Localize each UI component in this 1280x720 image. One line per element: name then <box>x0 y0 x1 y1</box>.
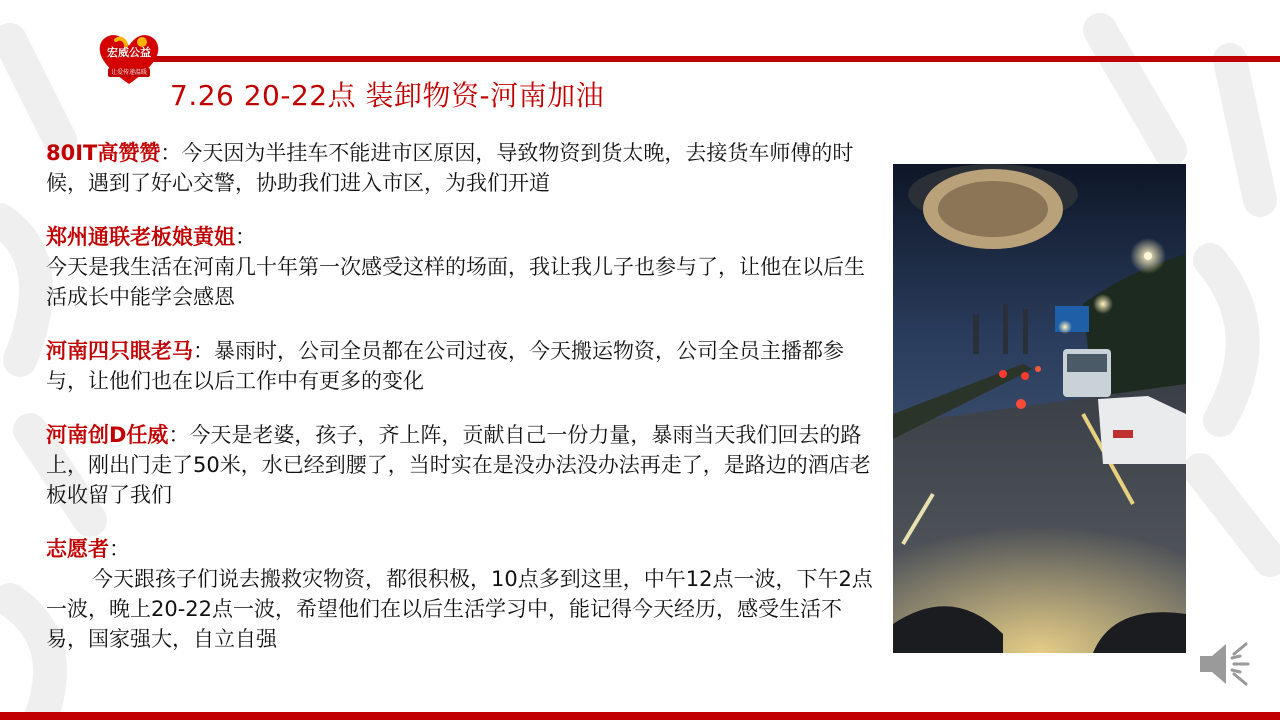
speaker-name: 80IT高赞赞 <box>46 141 161 165</box>
speaker-name: 郑州通联老板娘黄姐 <box>46 225 235 249</box>
separator: ： <box>168 423 190 447</box>
logo-subtext: 让爱传递温暖 <box>108 68 150 77</box>
separator: ： <box>235 225 256 249</box>
speaker-name: 河南创D任威 <box>46 423 169 447</box>
speaker-name: 河南四只眼老马 <box>46 339 193 363</box>
separator: ： <box>160 141 182 165</box>
testimonial-4 <box>46 420 876 510</box>
testimonial-list <box>46 138 876 678</box>
testimonial-text: 今天跟孩子们说去搬救灾物资，都很积极，10点多到这里，中午12点一波，下午2点一波，晚上20-22点一波，希望他们在以后生活学习中，能记得今天经历，感受生活不易，国家强大，自立自强 <box>46 567 873 651</box>
testimonial-5 <box>46 534 876 654</box>
testimonial-text: 今天是我生活在河南几十年第一次感受这样的场面，我让我儿子也参与了，让他在以后生活成长中能学会感恩 <box>46 255 865 309</box>
testimonial-1 <box>46 138 876 198</box>
slide-title: 7.26 20-22点 装卸物资-河南加油 <box>170 79 605 112</box>
testimonial-text: 今天是老婆，孩子，齐上阵，贡献自己一份力量，暴雨当天我们回去的路上，刚出门走了50米，水已经到腰了，当时实在是没办法没办法再走了，是路边的酒店老板收留了我们 <box>46 423 871 507</box>
logo-text: 宏威公益 <box>107 46 151 59</box>
testimonial-2 <box>46 222 876 312</box>
speaker-name: 志愿者 <box>46 537 109 561</box>
speaker-icon[interactable] <box>1194 634 1256 694</box>
road-scene-image <box>893 164 1186 653</box>
separator: ： <box>193 339 214 363</box>
header-rule <box>150 56 1280 62</box>
night-road-photo <box>893 164 1186 653</box>
testimonial-3 <box>46 336 876 396</box>
brand-logo <box>96 30 162 88</box>
testimonial-text: 今天因为半挂车不能进市区原因，导致物资到货太晚，去接货车师傅的时候，遇到了好心交警，协助我们进入市区，为我们开道 <box>46 141 854 195</box>
footer-rule <box>0 712 1280 720</box>
separator: ： <box>109 537 130 561</box>
testimonial-text: 暴雨时，公司全员都在公司过夜，今天搬运物资，公司全员主播都参与，让他们也在以后工作中有更多的变化 <box>46 339 844 393</box>
